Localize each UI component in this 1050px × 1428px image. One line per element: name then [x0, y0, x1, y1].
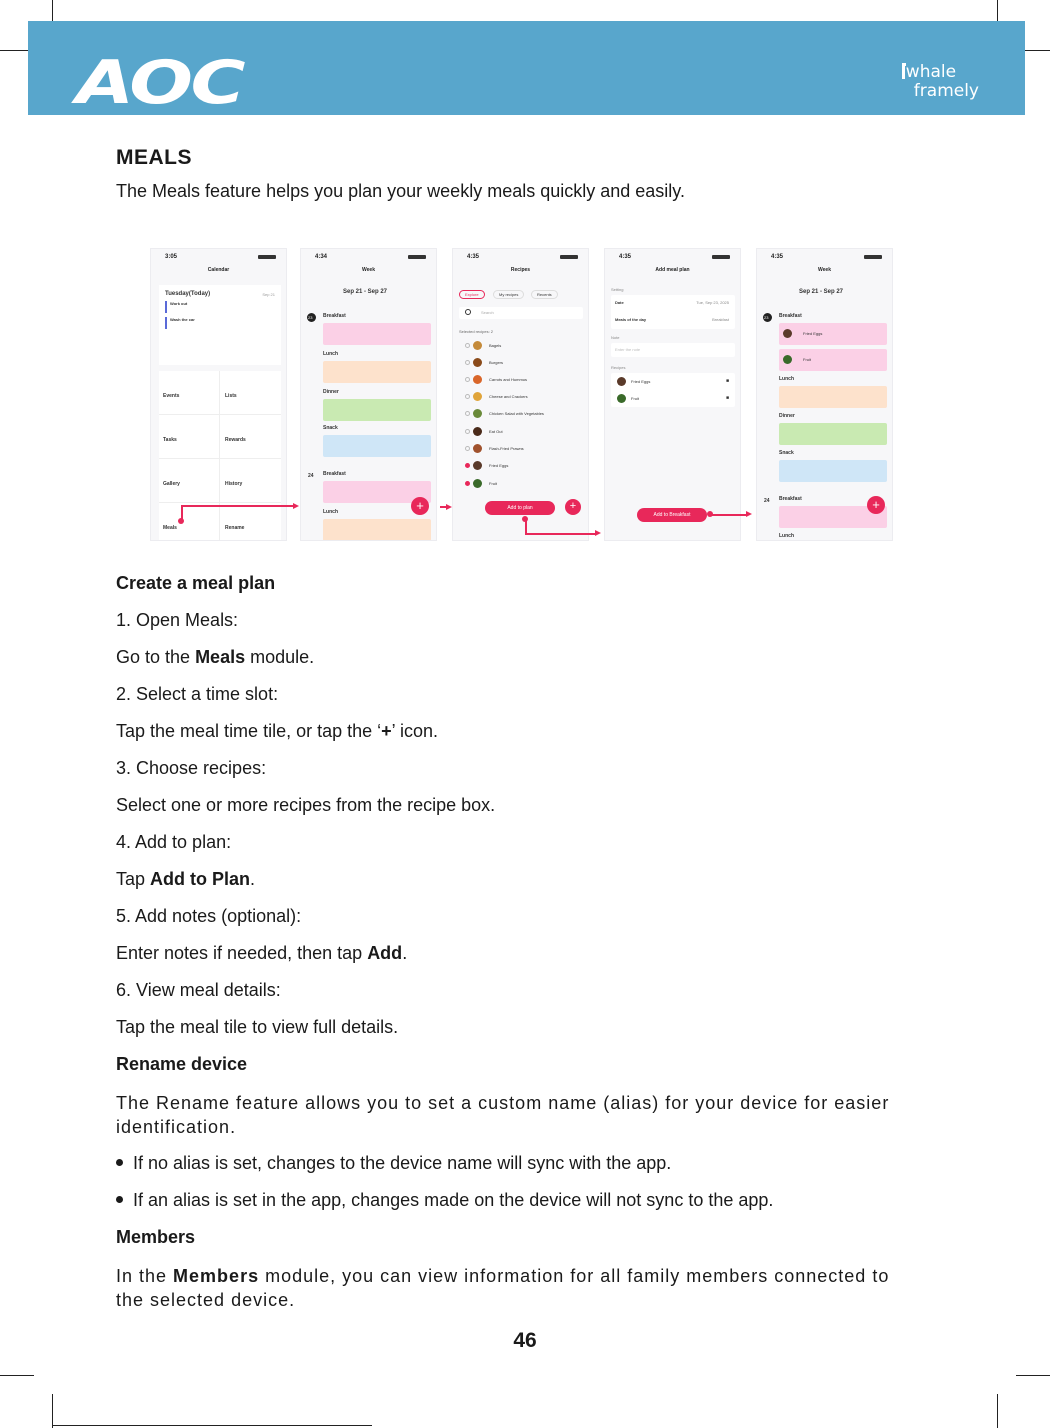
dinner-tile[interactable]	[323, 399, 431, 421]
step-5-detail: Enter notes if needed, then tap Add.	[116, 943, 408, 963]
flow-arrow	[525, 533, 595, 535]
calendar-card	[159, 285, 281, 365]
section-title-meals: MEALS	[116, 146, 192, 169]
app-screenshots	[150, 248, 895, 543]
tab-my-recipes[interactable]: My recipes	[493, 290, 524, 299]
recipe-1: Fried Eggs	[631, 379, 651, 384]
screen-calendar	[150, 248, 287, 541]
date-label: Sep 21	[262, 292, 275, 297]
section-title-rename: Rename device	[116, 1054, 248, 1074]
slot-dinner: Dinner	[779, 413, 795, 419]
rename-bullet-2: If an alias is set in the app, changes made on the device will not sync to the app.	[116, 1190, 773, 1211]
step-6: 6. View meal details:	[116, 980, 281, 1000]
trash-icon[interactable]: ■	[725, 395, 729, 401]
page-number: 46	[513, 1329, 537, 1352]
screen-title: Recipes	[510, 267, 531, 273]
recipe-item[interactable]: Chicken Salad with Vegetables	[489, 411, 544, 416]
screen-add-meal-plan	[604, 248, 741, 541]
recipe-item[interactable]: Fruit	[489, 481, 497, 486]
search-placeholder: Search	[481, 310, 494, 315]
search-icon	[465, 309, 471, 315]
battery-icon	[408, 255, 426, 259]
lunch-tile-2[interactable]	[323, 519, 431, 541]
add-to-plan-button[interactable]: Add to plan	[485, 501, 555, 515]
slot-lunch-2: Lunch	[323, 509, 338, 515]
arrowhead	[293, 503, 299, 509]
add-to-breakfast-button[interactable]: Add to Breakfast	[637, 508, 707, 522]
arrowhead	[746, 511, 752, 517]
screen-title: Calendar	[207, 267, 230, 273]
status-time: 3:05	[165, 254, 178, 260]
slot-dinner: Dinner	[323, 389, 339, 395]
tile-tasks[interactable]: Tasks	[163, 437, 177, 443]
screen-title: Week	[362, 267, 375, 273]
recipe-thumb	[617, 394, 626, 403]
search-input[interactable]	[459, 307, 583, 319]
battery-icon	[864, 255, 882, 259]
dinner-tile[interactable]	[779, 423, 887, 445]
day-number: 23	[308, 315, 313, 320]
breakfast-item-2[interactable]	[779, 349, 887, 371]
meal-label: Meals of the day	[615, 317, 647, 322]
crop-mark	[1016, 1375, 1050, 1376]
event-2: Wash the car	[170, 317, 195, 322]
snack-tile[interactable]	[779, 460, 887, 482]
recipe-item[interactable]: Flash-Fried Prawns	[489, 446, 524, 451]
rename-paragraph: The Rename feature allows you to set a custom name (alias) for your device for easier identification.	[116, 1093, 890, 1137]
flow-arrow	[710, 514, 746, 516]
note-label: Note	[611, 335, 620, 340]
setting-label: Setting	[611, 287, 624, 292]
lunch-tile[interactable]	[779, 386, 887, 408]
day-number-2: 24	[764, 498, 770, 504]
screen-title: Week	[818, 267, 831, 273]
crop-mark	[52, 1425, 372, 1426]
screen-title: Add meal plan	[655, 267, 690, 273]
recipe-item[interactable]: Carrots and Hummus	[489, 377, 528, 382]
slot-lunch: Lunch	[779, 376, 794, 382]
add-fab[interactable]: +	[867, 496, 885, 514]
section-title-create: Create a meal plan	[116, 573, 276, 593]
date-label: Date	[615, 300, 624, 305]
tile-gallery[interactable]: Gallery	[163, 481, 180, 487]
slot-lunch-2: Lunch	[779, 533, 794, 539]
tab-explore[interactable]: Explore	[459, 290, 485, 299]
slot-breakfast: Breakfast	[779, 313, 802, 319]
week-range: Sep 21 - Sep 27	[799, 289, 844, 295]
note-input[interactable]	[611, 343, 735, 357]
tile-history[interactable]: History	[225, 481, 243, 487]
step-2-detail: Tap the meal time tile, or tap the ‘+’ icon.	[116, 721, 439, 741]
meal-item: Fried Eggs	[803, 331, 823, 336]
step-3-detail: Select one or more recipes from the recipe box.	[116, 795, 496, 815]
screen-recipes	[452, 248, 589, 541]
recipe-item[interactable]: Eat Out	[489, 429, 503, 434]
recipe-item[interactable]: Fried Eggs	[489, 463, 509, 468]
tile-events[interactable]: Events	[163, 393, 180, 399]
trash-icon[interactable]: ■	[725, 378, 729, 384]
slot-breakfast: Breakfast	[323, 313, 346, 319]
module-grid	[159, 371, 281, 541]
battery-icon	[258, 255, 276, 259]
step-6-detail: Tap the meal tile to view full details.	[116, 1017, 399, 1037]
date-value[interactable]: Tue, Sep 23, 2025	[696, 300, 729, 305]
recipe-item[interactable]: Cheese and Crackers	[489, 394, 528, 399]
whale-framely-logo	[906, 63, 979, 101]
tile-rename[interactable]: Rename	[225, 525, 245, 531]
recipes-card	[611, 373, 735, 407]
members-paragraph: In the Members module, you can view information for all family members connected to the selected device.	[116, 1266, 890, 1310]
tile-meals[interactable]: Meals	[163, 525, 177, 531]
step-4-detail: Tap Add to Plan.	[116, 869, 256, 889]
recipe-2: Fruit	[631, 396, 639, 401]
selected-count: Selected recipes: 2	[459, 329, 494, 334]
meals-intro: The Meals feature helps you plan your weekly meals quickly and easily.	[116, 181, 685, 201]
day-number-2: 24	[308, 473, 314, 479]
snack-tile[interactable]	[323, 435, 431, 457]
aoc-logo: AOC	[76, 48, 244, 118]
recipe-thumb	[617, 377, 626, 386]
battery-icon	[560, 255, 578, 259]
event-1: Work out	[170, 301, 188, 306]
meal-item: Fruit	[803, 357, 811, 362]
screen-week	[300, 248, 437, 541]
today-label: Tuesday(Today)	[165, 291, 211, 297]
crop-mark	[52, 1394, 53, 1428]
recipe-item[interactable]: Bagels	[489, 343, 502, 348]
bracket-icon	[902, 63, 906, 79]
step-1-detail: Go to the Meals module.	[116, 647, 315, 667]
partner-line1: whale	[905, 62, 957, 82]
step-3: 3. Choose recipes:	[116, 758, 267, 778]
tile-rewards[interactable]: Rewards	[225, 437, 246, 443]
slot-snack: Snack	[323, 425, 338, 431]
add-fab[interactable]: +	[565, 499, 581, 515]
screen-week-filled	[756, 248, 893, 541]
page-header	[28, 21, 1025, 118]
breakfast-tile[interactable]	[323, 323, 431, 345]
day-number: 23	[764, 315, 769, 320]
status-time: 4:35	[619, 254, 632, 260]
crop-mark	[0, 1375, 34, 1376]
slot-breakfast-2: Breakfast	[779, 496, 802, 502]
setting-card	[611, 295, 735, 329]
section-title-members: Members	[116, 1227, 196, 1247]
flow-arrow	[525, 518, 527, 533]
step-4: 4. Add to plan:	[116, 832, 232, 852]
battery-icon	[712, 255, 730, 259]
status-time: 4:35	[771, 254, 784, 260]
tile-lists[interactable]: Lists	[225, 393, 237, 399]
step-1: 1. Open Meals:	[116, 610, 239, 630]
recipes-label: Recipes	[611, 365, 626, 370]
recipe-item[interactable]: Burgers	[489, 360, 504, 365]
slot-snack: Snack	[779, 450, 794, 456]
slot-breakfast-2: Breakfast	[323, 471, 346, 477]
status-time: 4:34	[315, 254, 328, 260]
slot-lunch: Lunch	[323, 351, 338, 357]
meal-value[interactable]: Breakfast	[712, 317, 729, 322]
step-5: 5. Add notes (optional):	[116, 906, 302, 926]
week-range: Sep 21 - Sep 27	[343, 289, 388, 295]
partner-line2: framely	[913, 81, 979, 101]
add-fab[interactable]: +	[411, 497, 429, 515]
note-placeholder: Enter the note	[615, 347, 641, 352]
lunch-tile[interactable]	[323, 361, 431, 383]
tab-recents[interactable]: Recents	[531, 290, 558, 299]
flow-arrow	[181, 505, 293, 507]
step-2: 2. Select a time slot:	[116, 684, 279, 704]
breakfast-item-1[interactable]	[779, 323, 887, 345]
flow-arrow	[181, 505, 183, 521]
status-time: 4:35	[467, 254, 480, 260]
crop-mark	[997, 1394, 998, 1428]
rename-bullet-1: If no alias is set, changes to the device name will sync with the app.	[116, 1153, 671, 1174]
arrowhead	[595, 530, 601, 536]
